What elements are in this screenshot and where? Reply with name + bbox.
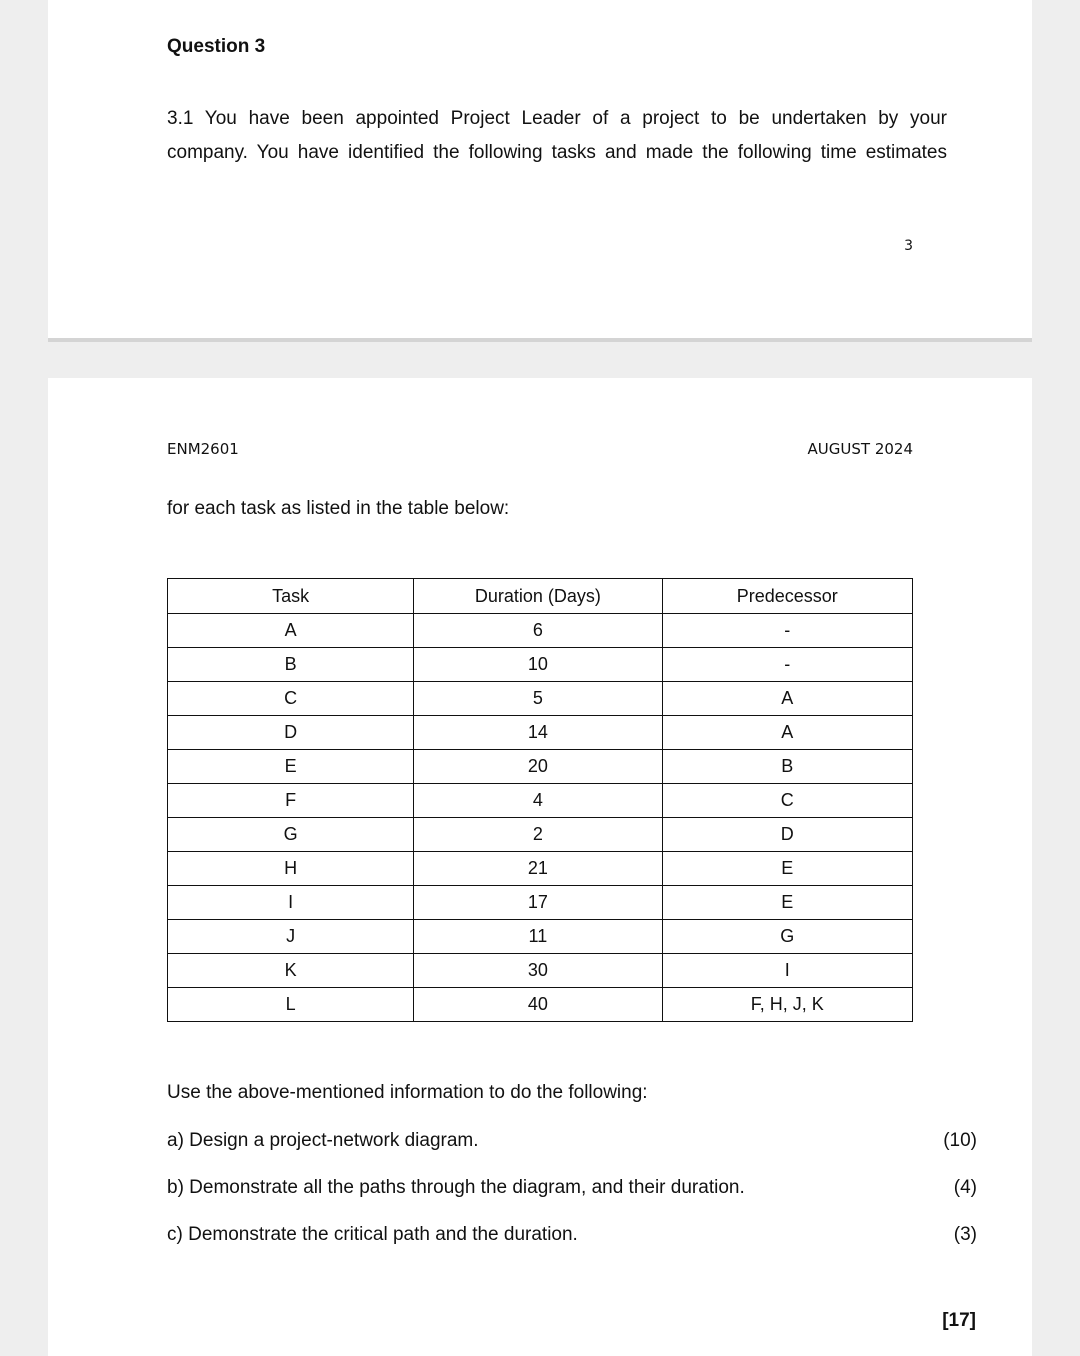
exam-date: AUGUST 2024 (807, 440, 913, 458)
task-cell: L (168, 988, 414, 1022)
table-row (168, 954, 913, 988)
duration-cell: 21 (414, 852, 662, 886)
task-cell: G (168, 818, 414, 852)
table-row (168, 920, 913, 954)
page-1 (48, 0, 1032, 338)
duration-cell: 11 (414, 920, 662, 954)
header-duration: Duration (Days) (414, 579, 662, 614)
predecessor-cell: C (662, 784, 912, 818)
duration-cell: 10 (414, 648, 662, 682)
question-text: a) Design a project-network diagram. (167, 1130, 479, 1151)
duration-cell: 20 (414, 750, 662, 784)
duration-cell: 14 (414, 716, 662, 750)
page-2 (48, 378, 1032, 1356)
table-row (168, 614, 913, 648)
task-cell: J (168, 920, 414, 954)
task-cell: B (168, 648, 414, 682)
duration-cell: 5 (414, 682, 662, 716)
task-cell: A (168, 614, 414, 648)
question-intro (167, 102, 947, 170)
table-header-row (168, 579, 913, 614)
predecessor-cell: E (662, 852, 912, 886)
task-cell: K (168, 954, 414, 988)
table-row (168, 716, 913, 750)
predecessor-cell: I (662, 954, 912, 988)
predecessor-cell: D (662, 818, 912, 852)
predecessor-cell: - (662, 614, 912, 648)
header-predecessor: Predecessor (662, 579, 912, 614)
question-item-a (167, 1130, 977, 1152)
question-heading: Question 3 (167, 36, 266, 57)
task-cell: C (168, 682, 414, 716)
question-text: c) Demonstrate the critical path and the duration. (167, 1224, 578, 1245)
predecessor-cell: B (662, 750, 912, 784)
task-cell: H (168, 852, 414, 886)
duration-cell: 6 (414, 614, 662, 648)
task-cell: F (168, 784, 414, 818)
header-task: Task (168, 579, 414, 614)
question-item-c (167, 1224, 977, 1246)
task-table (167, 578, 913, 1022)
question-item-b (167, 1177, 977, 1199)
question-text: b) Demonstrate all the paths through the diagram, and their duration. (167, 1177, 745, 1198)
total-marks: [17] (942, 1310, 976, 1331)
table-row (168, 852, 913, 886)
duration-cell: 2 (414, 818, 662, 852)
predecessor-cell: - (662, 648, 912, 682)
predecessor-cell: G (662, 920, 912, 954)
question-marks: (4) (953, 1177, 977, 1198)
page-divider (48, 338, 1032, 342)
page-number: 3 (904, 238, 913, 254)
intro-line-2: company. You have identified the following tasks and made the following time estimates (167, 142, 947, 163)
predecessor-cell: A (662, 716, 912, 750)
duration-cell: 4 (414, 784, 662, 818)
duration-cell: 40 (414, 988, 662, 1022)
continued-text: for each task as listed in the table below: (167, 498, 510, 519)
table-row (168, 886, 913, 920)
predecessor-cell: F, H, J, K (662, 988, 912, 1022)
duration-cell: 30 (414, 954, 662, 988)
task-cell: I (168, 886, 414, 920)
table-row (168, 818, 913, 852)
predecessor-cell: E (662, 886, 912, 920)
predecessor-cell: A (662, 682, 912, 716)
table-row (168, 784, 913, 818)
table-row (168, 988, 913, 1022)
task-cell: D (168, 716, 414, 750)
duration-cell: 17 (414, 886, 662, 920)
table-row (168, 682, 913, 716)
task-cell: E (168, 750, 414, 784)
question-marks: (10) (943, 1130, 977, 1151)
table-row (168, 750, 913, 784)
course-code: ENM2601 (167, 440, 239, 458)
instruction-text: Use the above-mentioned information to do the following: (167, 1082, 648, 1103)
intro-line-1: 3.1 You have been appointed Project Leader of a project to be undertaken by your (167, 108, 947, 129)
question-marks: (3) (953, 1224, 977, 1245)
table-row (168, 648, 913, 682)
